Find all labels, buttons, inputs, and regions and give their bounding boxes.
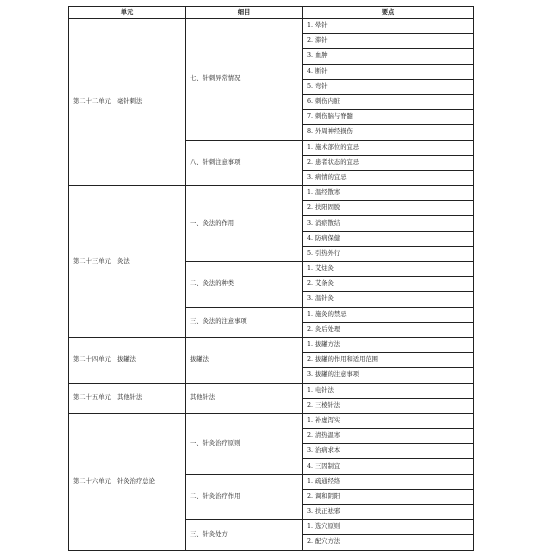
detail-cell: 三、灸法的注意事项 <box>186 307 303 337</box>
detail-cell: 二、针灸治疗作用 <box>186 474 303 520</box>
header-point: 要点 <box>303 7 474 19</box>
point-cell: 3. 治病求本 <box>303 444 474 459</box>
detail-cell: 八、针刺注意事项 <box>186 140 303 186</box>
point-cell: 5. 引热外行 <box>303 246 474 261</box>
header-unit: 单元 <box>69 7 186 19</box>
detail-cell: 其他针法 <box>186 383 303 413</box>
point-cell: 1. 晕针 <box>303 19 474 34</box>
point-cell: 3. 血肿 <box>303 49 474 64</box>
point-cell: 7. 刺伤脑与脊髓 <box>303 110 474 125</box>
detail-cell: 一、灸法的作用 <box>186 186 303 262</box>
point-cell: 1. 疏通经络 <box>303 474 474 489</box>
point-cell: 2. 扶阳固脱 <box>303 201 474 216</box>
point-cell: 1. 施灸的禁忌 <box>303 307 474 322</box>
table-row <box>69 413 474 428</box>
point-cell: 1. 拔罐方法 <box>303 337 474 352</box>
table-row <box>69 186 474 201</box>
unit-cell: 第二十二单元 毫针刺法 <box>69 19 186 186</box>
detail-cell: 一、针灸治疗原则 <box>186 413 303 474</box>
point-cell: 4. 三因制宜 <box>303 459 474 474</box>
point-cell: 1. 选穴原则 <box>303 520 474 535</box>
detail-cell: 三、针灸处方 <box>186 520 303 550</box>
point-cell: 4. 断针 <box>303 64 474 79</box>
table-row <box>69 383 474 398</box>
syllabus-page <box>68 6 473 551</box>
point-cell: 1. 温经散寒 <box>303 186 474 201</box>
syllabus-table <box>68 6 474 551</box>
table-row <box>69 19 474 34</box>
point-cell: 3. 消瘀散结 <box>303 216 474 231</box>
point-cell: 2. 艾条灸 <box>303 277 474 292</box>
point-cell: 3. 拔罐的注意事项 <box>303 368 474 383</box>
unit-cell: 第二十三单元 灸法 <box>69 186 186 338</box>
point-cell: 2. 患者状态的宜忌 <box>303 155 474 170</box>
point-cell: 2. 调和阴阳 <box>303 489 474 504</box>
point-cell: 4. 防病保健 <box>303 231 474 246</box>
point-cell: 3. 温针灸 <box>303 292 474 307</box>
point-cell: 2. 灸后处理 <box>303 322 474 337</box>
detail-cell: 拔罐法 <box>186 337 303 383</box>
point-cell: 6. 刺伤内脏 <box>303 94 474 109</box>
point-cell: 3. 扶正祛邪 <box>303 505 474 520</box>
detail-cell: 七、针刺异常情况 <box>186 19 303 141</box>
point-cell: 2. 拔罐的作用和适用范围 <box>303 353 474 368</box>
point-cell: 2. 滞针 <box>303 34 474 49</box>
point-cell: 5. 弯针 <box>303 79 474 94</box>
point-cell: 8. 外周神经损伤 <box>303 125 474 140</box>
point-cell: 3. 病情的宜忌 <box>303 170 474 185</box>
header-row <box>69 7 474 19</box>
point-cell: 1. 电针法 <box>303 383 474 398</box>
point-cell: 1. 艾炷灸 <box>303 262 474 277</box>
detail-cell: 二、灸法的种类 <box>186 262 303 308</box>
unit-cell: 第二十四单元 拔罐法 <box>69 337 186 383</box>
table-row <box>69 337 474 352</box>
point-cell: 2. 三棱针法 <box>303 398 474 413</box>
unit-cell: 第二十六单元 针灸治疗总论 <box>69 413 186 550</box>
point-cell: 2. 配穴方法 <box>303 535 474 550</box>
syllabus-body <box>69 19 474 551</box>
point-cell: 1. 补虚泻实 <box>303 413 474 428</box>
unit-cell: 第二十五单元 其他针法 <box>69 383 186 413</box>
point-cell: 1. 施术部位的宜忌 <box>303 140 474 155</box>
header-detail: 细目 <box>186 7 303 19</box>
point-cell: 2. 清热温寒 <box>303 429 474 444</box>
